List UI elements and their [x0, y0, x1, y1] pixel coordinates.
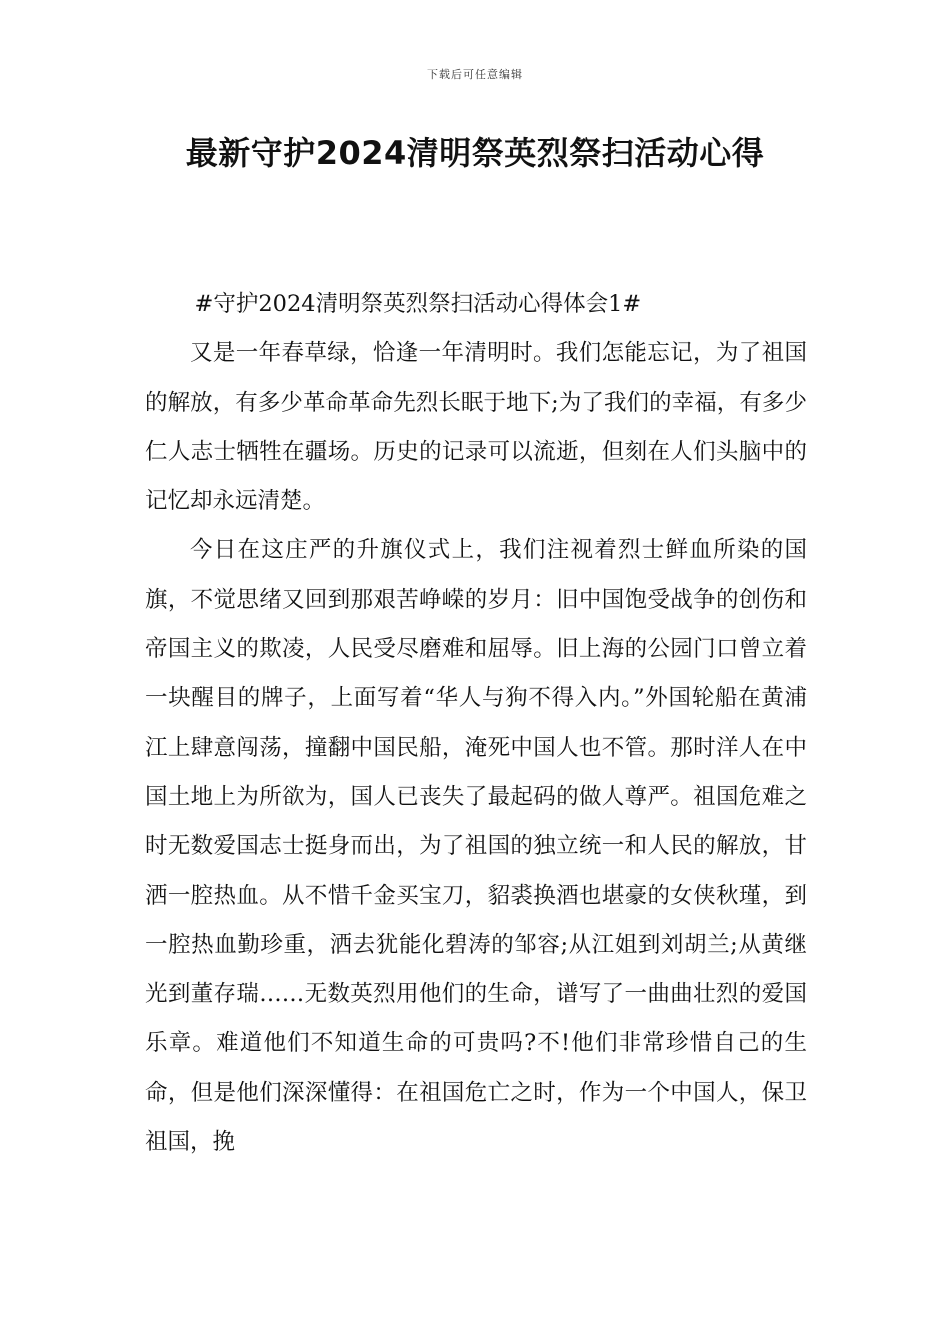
paragraph: 又是一年春草绿，恰逢一年清明时。我们怎能忘记，为了祖国的解放，有多少革命革命先烈长眠于地下;为了我们的幸福，有多少仁人志士牺牲在疆场。历史的记录可以流逝，但刻在人们头脑中的记忆却永远清楚。: [145, 340, 807, 515]
section-heading: #守护2024清明祭英烈祭扫活动心得体会1#: [194, 291, 642, 317]
paragraph: 今日在这庄严的升旗仪式上，我们注视着烈士鲜血所染的国旗，不觉思绪又回到那艰苦峥嵘的岁月：旧中国饱受战争的创伤和帝国主义的欺凌，人民受尽磨难和屈辱。旧上海的公园门口曾立着一块醒目的牌子，上面写着“华人与狗不得入内。”外国轮船在黄浦江上肆意闯荡，撞翻中国民船，淹死中国人也不管。那时洋人在中国土地上为所欲为，国人已丧失了最起码的做人尊严。祖国危难之时无数爱国志士挺身而出，为了祖国的独立统一和人民的解放，甘洒一腔热血。从不惜千金买宝刀，貂裘换酒也堪豪的女侠秋瑾，到一腔热血勤珍重，洒去犹能化碧涛的邹容;从江姐到刘胡兰;从黄继光到董存瑞……无数英烈用他们的生命，谱写了一曲曲壮烈的爱国乐章。难道他们不知道生命的可贵吗?不!他们非常珍惜自己的生命，但是他们深深懂得：在祖国危亡之时，作为一个中国人，保卫祖国，挽: [145, 537, 807, 1156]
document-body: [145, 280, 807, 1167]
header-note: 下载后可任意编辑: [427, 68, 523, 81]
document-title: 最新守护2024清明祭英烈祭扫活动心得: [185, 134, 765, 172]
